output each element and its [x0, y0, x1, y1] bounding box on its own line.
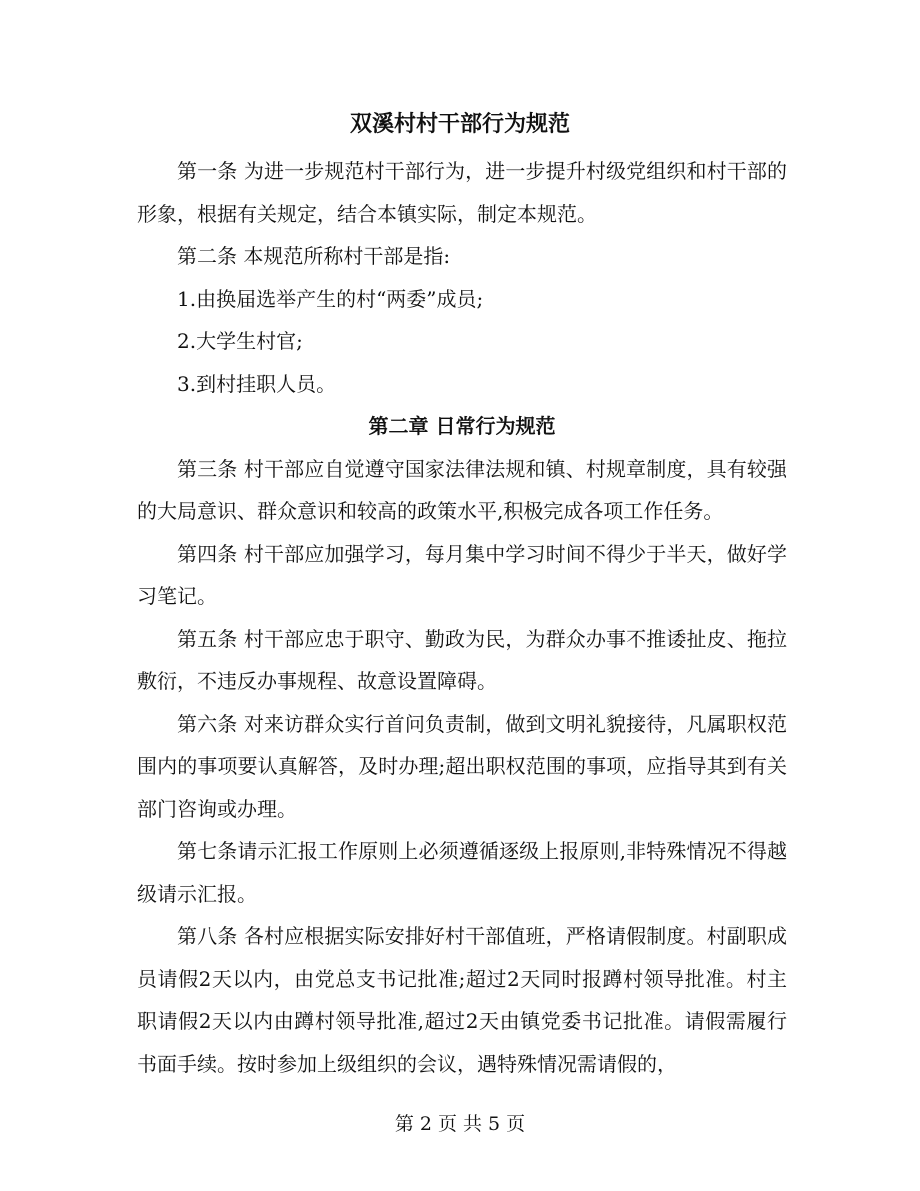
list-item-3: 3.到村挂职人员。	[177, 371, 337, 396]
list-item-1: 1.由换届选举产生的村“两委”成员;	[177, 286, 484, 311]
paragraph-article-7: 第七条请示汇报工作原则上必须遵循逐级上报原则,非特殊情况不得越级请示汇报。	[137, 839, 787, 906]
page-number-footer: 第 2 页 共 5 页	[394, 1113, 526, 1135]
paragraph-article-3: 第三条 村干部应自觉遵守国家法律法规和镇、村规章制度，具有较强的大局意识、群众意识和较高的政策水平,积极完成各项工作任务。	[137, 456, 787, 523]
list-item-2: 2.大学生村官;	[177, 329, 303, 353]
paragraph-article-5: 第五条 村干部应忠于职守、勤政为民，为群众办事不推诿扯皮、拖拉敷衍，不违反办事规程、故意设置障碍。	[137, 626, 787, 693]
paragraph-article-4: 第四条 村干部应加强学习，每月集中学习时间不得少于半天，做好学习笔记。	[137, 541, 787, 608]
chapter-heading: 第二章 日常行为规范	[368, 414, 556, 438]
document-title: 双溪村村干部行为规范	[349, 111, 570, 137]
document-body	[137, 150, 787, 1085]
paragraph-article-1: 第一条 为进一步规范村干部行为，进一步提升村级党组织和村干部的形象，根据有关规定，结合本镇实际，制定本规范。	[137, 159, 787, 226]
paragraph-article-8: 第八条 各村应根据实际安排好村干部值班，严格请假制度。村副职成员请假2天以内，由党总支书记批准;超过2天同时报蹲村领导批准。村主职请假2天以内由蹲村领导批准,超过2天由镇党委书记批准。请假需履行书面手续。按时参加上级组织的会议，遇特殊情况需请假的，	[137, 924, 787, 1076]
paragraph-article-6: 第六条 对来访群众实行首问负责制，做到文明礼貌接待，凡属职权范围内的事项要认真解答，及时办理;超出职权范围的事项，应指导其到有关部门咨询或办理。	[137, 711, 787, 821]
paragraph-article-2: 第二条 本规范所称村干部是指:	[177, 244, 451, 268]
